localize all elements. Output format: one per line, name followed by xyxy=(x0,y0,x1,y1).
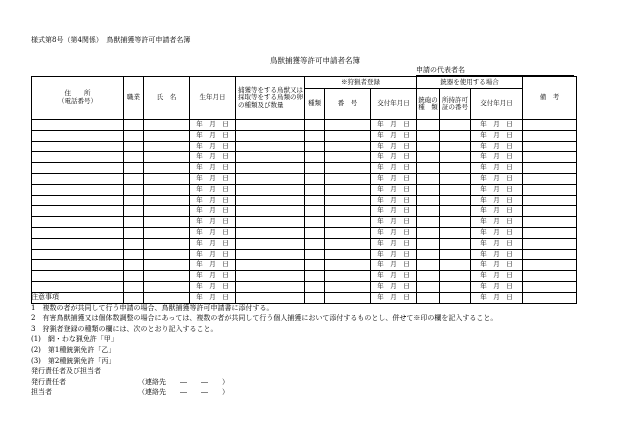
table-cell xyxy=(523,206,577,217)
table-cell xyxy=(32,227,124,238)
table-cell xyxy=(417,163,440,174)
date-cell: 年 月 日 xyxy=(371,281,417,292)
date-cell: 年 月 日 xyxy=(471,292,523,303)
table-cell xyxy=(32,130,124,141)
table-cell xyxy=(124,152,144,163)
table-cell xyxy=(417,271,440,282)
table-cell xyxy=(236,249,305,260)
table-row xyxy=(32,195,577,206)
table-cell xyxy=(325,195,371,206)
note-item: (2) 第1種銃猟免許「乙」 xyxy=(31,345,116,354)
table-cell xyxy=(440,260,471,271)
table-cell xyxy=(417,184,440,195)
table-row xyxy=(32,184,577,195)
table-cell xyxy=(32,120,124,131)
table-cell xyxy=(523,249,577,260)
table-cell xyxy=(440,206,471,217)
table-cell xyxy=(305,173,325,184)
table-cell xyxy=(325,173,371,184)
date-cell: 年 月 日 xyxy=(190,292,236,303)
table-cell xyxy=(236,195,305,206)
table-cell xyxy=(523,163,577,174)
table-cell xyxy=(144,249,190,260)
date-cell: 年 月 日 xyxy=(371,227,417,238)
header-species: 捕獲等をする鳥獣又は採取等をする鳥類の卵の種類及び数量 xyxy=(236,77,305,120)
table-cell xyxy=(124,173,144,184)
date-cell: 年 月 日 xyxy=(371,249,417,260)
date-cell: 年 月 日 xyxy=(190,195,236,206)
table-cell xyxy=(144,173,190,184)
table-cell xyxy=(440,271,471,282)
table-cell xyxy=(523,292,577,303)
date-cell: 年 月 日 xyxy=(471,206,523,217)
table-cell xyxy=(236,130,305,141)
table-row xyxy=(32,238,577,249)
date-cell: 年 月 日 xyxy=(190,217,236,228)
date-cell: 年 月 日 xyxy=(190,271,236,282)
table-cell xyxy=(523,238,577,249)
table-cell xyxy=(124,238,144,249)
date-cell: 年 月 日 xyxy=(371,163,417,174)
date-cell: 年 月 日 xyxy=(190,249,236,260)
table-cell xyxy=(305,271,325,282)
responsible-heading: 発行責任者及び担当者 xyxy=(31,367,101,375)
date-cell: 年 月 日 xyxy=(471,152,523,163)
table-cell xyxy=(32,249,124,260)
date-cell: 年 月 日 xyxy=(471,163,523,174)
table-cell xyxy=(124,271,144,282)
table-cell xyxy=(440,130,471,141)
table-cell xyxy=(417,206,440,217)
note-item: (3) 第2種銃猟免許「丙」 xyxy=(31,356,116,365)
table-row xyxy=(32,217,577,228)
date-cell: 年 月 日 xyxy=(371,217,417,228)
header-permit-number: 所持許可証の番号 xyxy=(440,89,471,120)
header-gun-kind: 銃砲の種 類 xyxy=(417,89,440,120)
table-row xyxy=(32,130,577,141)
form-number: 様式第8号（第4関係） 鳥獣捕獲等許可申請者名簿 xyxy=(31,36,191,44)
date-cell: 年 月 日 xyxy=(190,238,236,249)
table-cell xyxy=(305,227,325,238)
table-cell xyxy=(523,260,577,271)
date-cell: 年 月 日 xyxy=(371,120,417,131)
table-cell xyxy=(523,227,577,238)
table-cell xyxy=(523,184,577,195)
table-cell xyxy=(124,227,144,238)
table-row xyxy=(32,120,577,131)
table-cell xyxy=(32,217,124,228)
date-cell: 年 月 日 xyxy=(471,141,523,152)
table-cell xyxy=(417,260,440,271)
table-cell xyxy=(305,184,325,195)
issuer-row xyxy=(31,377,229,388)
date-cell: 年 月 日 xyxy=(371,184,417,195)
applicant-table xyxy=(31,76,577,304)
table-row xyxy=(32,141,577,152)
table-cell xyxy=(32,152,124,163)
table-cell xyxy=(305,206,325,217)
table-cell xyxy=(440,163,471,174)
table-cell xyxy=(236,260,305,271)
table-cell xyxy=(523,141,577,152)
table-cell xyxy=(325,281,371,292)
header-issue-date: 交付年月日 xyxy=(371,89,417,120)
table-cell xyxy=(325,206,371,217)
table-cell xyxy=(440,184,471,195)
table-cell xyxy=(124,249,144,260)
date-cell: 年 月 日 xyxy=(371,271,417,282)
table-cell xyxy=(305,152,325,163)
table-row xyxy=(32,173,577,184)
table-cell xyxy=(32,163,124,174)
date-cell: 年 月 日 xyxy=(190,120,236,131)
table-cell xyxy=(440,281,471,292)
note-item: 2 有害鳥獣捕獲又は個体数調整の場合にあっては、複数の者が共同して行う個人捕獲において添付するものとし、併せて※印の欄を記入すること。 xyxy=(31,314,498,323)
table-cell xyxy=(305,249,325,260)
table-cell xyxy=(236,120,305,131)
table-cell xyxy=(417,281,440,292)
table-row xyxy=(32,271,577,282)
date-cell: 年 月 日 xyxy=(190,163,236,174)
date-cell: 年 月 日 xyxy=(371,238,417,249)
table-cell xyxy=(417,227,440,238)
note-item: 1 複数の者が共同して行う申請の場合、鳥獣捕獲等許可申請書に添付する。 xyxy=(31,303,274,312)
table-cell xyxy=(523,173,577,184)
note-item: (1) 網・わな猟免許「甲」 xyxy=(31,335,118,344)
date-cell: 年 月 日 xyxy=(190,152,236,163)
date-cell: 年 月 日 xyxy=(471,217,523,228)
table-cell xyxy=(523,271,577,282)
table-row xyxy=(32,260,577,271)
header-hunting-group: ※狩猟者登録 xyxy=(305,77,417,89)
table-cell xyxy=(236,173,305,184)
date-cell: 年 月 日 xyxy=(471,184,523,195)
table-cell xyxy=(523,120,577,131)
date-cell: 年 月 日 xyxy=(190,227,236,238)
table-row xyxy=(32,227,577,238)
header-occupation: 職業 xyxy=(124,77,144,120)
table-cell xyxy=(440,238,471,249)
table-cell xyxy=(417,238,440,249)
date-cell: 年 月 日 xyxy=(371,130,417,141)
table-cell xyxy=(236,163,305,174)
date-cell: 年 月 日 xyxy=(371,195,417,206)
table-cell xyxy=(124,281,144,292)
header-address: 住 所 （電話番号） xyxy=(32,77,124,120)
table-cell xyxy=(325,120,371,131)
table-cell xyxy=(305,281,325,292)
table-cell xyxy=(144,238,190,249)
table-cell xyxy=(144,130,190,141)
header-birthdate: 生年月日 xyxy=(190,77,236,120)
staff-row xyxy=(31,387,229,398)
table-cell xyxy=(124,184,144,195)
table-cell xyxy=(32,238,124,249)
date-cell: 年 月 日 xyxy=(371,292,417,303)
date-cell: 年 月 日 xyxy=(371,260,417,271)
table-cell xyxy=(417,217,440,228)
date-cell: 年 月 日 xyxy=(471,173,523,184)
staff-label: 担当者 xyxy=(31,388,52,397)
table-cell xyxy=(417,152,440,163)
date-cell: 年 月 日 xyxy=(371,173,417,184)
date-cell: 年 月 日 xyxy=(190,130,236,141)
table-cell xyxy=(236,206,305,217)
date-cell: 年 月 日 xyxy=(471,120,523,131)
date-cell: 年 月 日 xyxy=(471,260,523,271)
responsible-section xyxy=(31,366,229,398)
table-cell xyxy=(32,195,124,206)
header-kind: 種類 xyxy=(305,89,325,120)
table-cell xyxy=(144,184,190,195)
table-cell xyxy=(32,271,124,282)
date-cell: 年 月 日 xyxy=(190,173,236,184)
date-cell: 年 月 日 xyxy=(190,260,236,271)
date-cell: 年 月 日 xyxy=(371,152,417,163)
table-cell xyxy=(440,227,471,238)
table-cell xyxy=(144,260,190,271)
date-cell: 年 月 日 xyxy=(471,238,523,249)
table-cell xyxy=(305,260,325,271)
table-cell xyxy=(144,281,190,292)
table-cell xyxy=(32,173,124,184)
table-cell xyxy=(32,141,124,152)
table-row xyxy=(32,281,577,292)
date-cell: 年 月 日 xyxy=(190,206,236,217)
table-cell xyxy=(325,249,371,260)
notes-heading: 注意事項 xyxy=(31,293,59,301)
header-name: 氏 名 xyxy=(144,77,190,120)
table-cell xyxy=(236,184,305,195)
date-cell: 年 月 日 xyxy=(471,281,523,292)
table-cell xyxy=(144,152,190,163)
date-cell: 年 月 日 xyxy=(471,271,523,282)
date-cell: 年 月 日 xyxy=(190,184,236,195)
table-cell xyxy=(440,173,471,184)
table-cell xyxy=(440,249,471,260)
table-cell xyxy=(440,195,471,206)
table-cell xyxy=(305,141,325,152)
table-cell xyxy=(417,120,440,131)
table-cell xyxy=(417,141,440,152)
date-cell: 年 月 日 xyxy=(190,141,236,152)
page-title: 鳥獣捕獲等許可申請者名簿 xyxy=(270,56,360,65)
date-cell: 年 月 日 xyxy=(471,227,523,238)
table-cell xyxy=(144,195,190,206)
representative-label: 申請の代表者名 xyxy=(416,66,465,74)
table-cell xyxy=(236,141,305,152)
table-cell xyxy=(440,152,471,163)
table-cell xyxy=(417,195,440,206)
header-gun-group: 銃器を使用する場合 xyxy=(417,77,523,89)
table-cell xyxy=(523,281,577,292)
table-cell xyxy=(440,141,471,152)
table-cell xyxy=(32,206,124,217)
table-cell xyxy=(523,195,577,206)
table-cell xyxy=(236,217,305,228)
table-cell xyxy=(325,238,371,249)
header-remarks: 備 考 xyxy=(523,77,577,120)
table-cell xyxy=(236,227,305,238)
table-row xyxy=(32,163,577,174)
table-cell xyxy=(32,281,124,292)
table-cell xyxy=(325,260,371,271)
table-cell xyxy=(305,130,325,141)
table-cell xyxy=(124,217,144,228)
table-row xyxy=(32,206,577,217)
table-cell xyxy=(144,271,190,282)
table-cell xyxy=(236,238,305,249)
table-cell xyxy=(440,217,471,228)
date-cell: 年 月 日 xyxy=(471,195,523,206)
table-cell xyxy=(325,130,371,141)
table-cell xyxy=(124,120,144,131)
table-cell xyxy=(305,238,325,249)
table-cell xyxy=(144,206,190,217)
table-cell xyxy=(417,173,440,184)
table-cell xyxy=(325,227,371,238)
table-cell xyxy=(236,271,305,282)
table-cell xyxy=(144,120,190,131)
table-cell xyxy=(124,141,144,152)
staff-contact: （連絡先 ― ― ） xyxy=(138,388,229,397)
table-cell xyxy=(325,152,371,163)
date-cell: 年 月 日 xyxy=(471,249,523,260)
table-cell xyxy=(124,195,144,206)
table-cell xyxy=(523,217,577,228)
table-cell xyxy=(305,163,325,174)
table-cell xyxy=(440,120,471,131)
table-cell xyxy=(124,163,144,174)
header-number: 番 号 xyxy=(325,89,371,120)
table-cell xyxy=(124,260,144,271)
date-cell: 年 月 日 xyxy=(190,281,236,292)
table-cell xyxy=(325,184,371,195)
table-cell xyxy=(417,249,440,260)
table-cell xyxy=(32,184,124,195)
table-cell xyxy=(144,163,190,174)
table-row xyxy=(32,249,577,260)
header-gun-issue-date: 交付年月日 xyxy=(471,89,523,120)
table-cell xyxy=(325,163,371,174)
table-cell xyxy=(325,271,371,282)
date-cell: 年 月 日 xyxy=(371,206,417,217)
table-cell xyxy=(523,152,577,163)
table-cell xyxy=(305,120,325,131)
table-cell xyxy=(144,141,190,152)
issuer-contact: （連絡先 ― ― ） xyxy=(138,377,229,386)
table-cell xyxy=(305,195,325,206)
table-cell xyxy=(325,217,371,228)
date-cell: 年 月 日 xyxy=(371,141,417,152)
table-cell xyxy=(236,281,305,292)
table-row xyxy=(32,152,577,163)
table-cell xyxy=(124,206,144,217)
table-cell xyxy=(325,141,371,152)
table-cell xyxy=(305,217,325,228)
table-cell xyxy=(32,260,124,271)
table-cell xyxy=(144,227,190,238)
table-cell xyxy=(236,152,305,163)
date-cell: 年 月 日 xyxy=(471,130,523,141)
issuer-label: 発行責任者 xyxy=(31,377,66,386)
note-item: 3 狩猟者登録の種類の欄には、次のとおり記入すること。 xyxy=(31,324,218,333)
notes-section xyxy=(31,292,497,366)
table-cell xyxy=(417,130,440,141)
table-cell xyxy=(124,130,144,141)
table-cell xyxy=(523,130,577,141)
table-cell xyxy=(144,217,190,228)
